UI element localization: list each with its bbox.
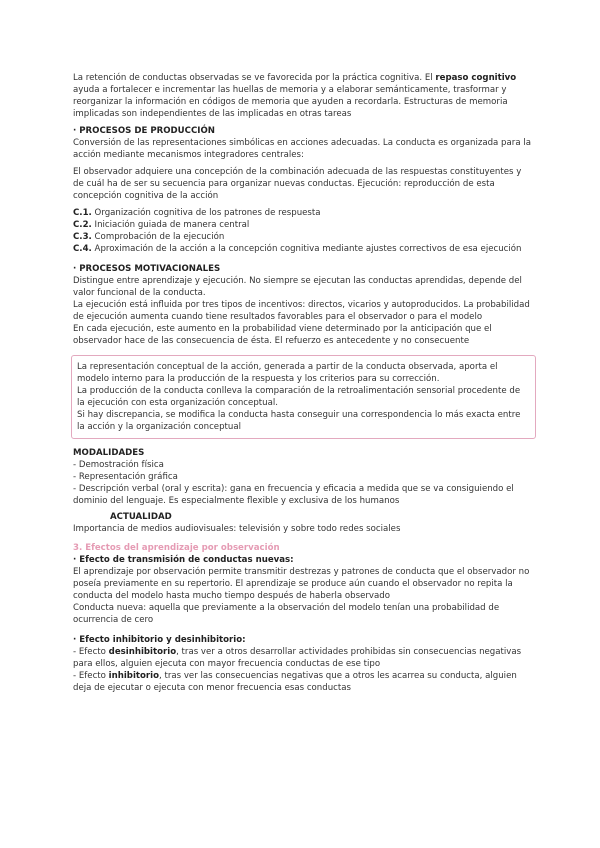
step-c1: C.1. Organización cognitiva de los patrones de respuesta: [73, 208, 321, 218]
efectos-heading: 3. Efectos del aprendizaje por observación: [73, 543, 280, 553]
modalidades-heading: MODALIDADES: [73, 448, 145, 458]
callout-paragraph-2: La producción de la conducta conlleva la comparación de la retroalimentación sensorial procedente de la ejecución con esta organización conceptual.: [77, 386, 521, 408]
motivacionales-paragraph-1: Distingue entre aprendizaje y ejecución. No siempre se ejecutan las conductas aprendidas, depende del valor funcional de la conducta.: [73, 276, 522, 298]
intro-paragraph: [73, 72, 532, 120]
step-c3: C.3. Comprobación de la ejecución: [73, 232, 225, 242]
transmision-paragraph-1: El aprendizaje por observación permite transmitir destrezas y patrones de conducta que el observador no poseía previamente en su repertorio. El aprendizaje se produce aún cuando el observador no repita la conducta del modelo hasta mucho tiempo después de haberla observado: [73, 567, 530, 601]
actualidad-heading: ACTUALIDAD: [110, 512, 172, 522]
motivacionales-paragraph-2: La ejecución está influida por tres tipos de incentivos: directos, vicarios y autoproducidos. La probabilidad de ejecución aumenta cuando tiene resultados favorables para el observador o para el modelo: [73, 300, 530, 322]
intro-text: La retención de conductas observadas se ve favorecida por la práctica cognitiva. El: [73, 73, 436, 83]
produccion-heading: · PROCESOS DE PRODUCCIÓN: [73, 126, 215, 136]
produccion-steps: [73, 207, 532, 255]
motivacionales-paragraph-3: En cada ejecución, este aumento en la probabilidad viene determinado por la anticipación que el observador hace de las consecuencia de ésta. El refuerzo es antecedente y no consecuente: [73, 324, 492, 346]
inhibitorio-item: - Efecto inhibitorio, tras ver las consecuencias negativas que a otros les acarrea su conducta, alguien deja de ejecutar o ejecuta con menor frecuencia esas conductas: [73, 671, 517, 693]
transmision-paragraph-2: Conducta nueva: aquella que previamente a la observación del modelo tenían una probabilidad de ocurrencia de cero: [73, 603, 500, 625]
inhibitorio-heading: · Efecto inhibitorio y desinhibitorio:: [73, 635, 246, 645]
transmision-heading: · Efecto de transmisión de conductas nuevas:: [73, 555, 294, 565]
callout-box: [71, 355, 536, 439]
callout-paragraph-3: Si hay discrepancia, se modifica la conducta hasta conseguir una correspondencia lo más exacta entre la acción y la organización conceptual: [77, 410, 521, 432]
modalidad-item: - Representación gráfica: [73, 472, 178, 482]
step-c4: C.4. Aproximación de la acción a la concepción cognitiva mediante ajustes correctivos de esa ejecución: [73, 244, 522, 254]
step-c2: C.2. Iniciación guiada de manera central: [73, 220, 250, 230]
modalidad-item: - Descripción verbal (oral y escrita): gana en frecuencia y eficacia a medida que se va consiguiendo el dominio del lenguaje. Es especialmente flexible y exclusiva de los humanos: [73, 484, 514, 506]
produccion-paragraph-1: Conversión de las representaciones simbólicas en acciones adecuadas. La conducta es organizada para la acción mediante mecanismos integradores centrales:: [73, 138, 531, 160]
intro-text-cont: ayuda a fortalecer e incrementar las huellas de memoria y a elaborar semánticamente, trasformar y reorganizar la información en códigos de memoria que ayuden a recordarla. Estructuras de memoria implicadas son independientes de las implicadas en otras tareas: [73, 85, 508, 119]
produccion-paragraph-2: El observador adquiere una concepción de la combinación adecuada de las respuestas constituyentes y de cuál ha de ser su secuencia para organizar nuevas conductas. Ejecución: reproducción de esta concepción cognitiva de la acción: [73, 167, 522, 201]
callout-paragraph-1: La representación conceptual de la acción, generada a partir de la conducta observada, aporta el modelo interno para la producción de la respuesta y los criterios para su corrección.: [77, 362, 498, 384]
modalidad-item: - Demostración física: [73, 460, 164, 470]
desinhibitorio-item: - Efecto desinhibitorio, tras ver a otros desarrollar actividades prohibidas sin consecuencias negativas para ellos, alguien ejecuta con mayor frecuencia conductas de ese tipo: [73, 647, 522, 669]
actualidad-text: Importancia de medios audiovisuales: televisión y sobre todo redes sociales: [73, 524, 401, 534]
motivacionales-heading: · PROCESOS MOTIVACIONALES: [73, 264, 221, 274]
intro-bold-term: repaso cognitivo: [435, 73, 517, 83]
